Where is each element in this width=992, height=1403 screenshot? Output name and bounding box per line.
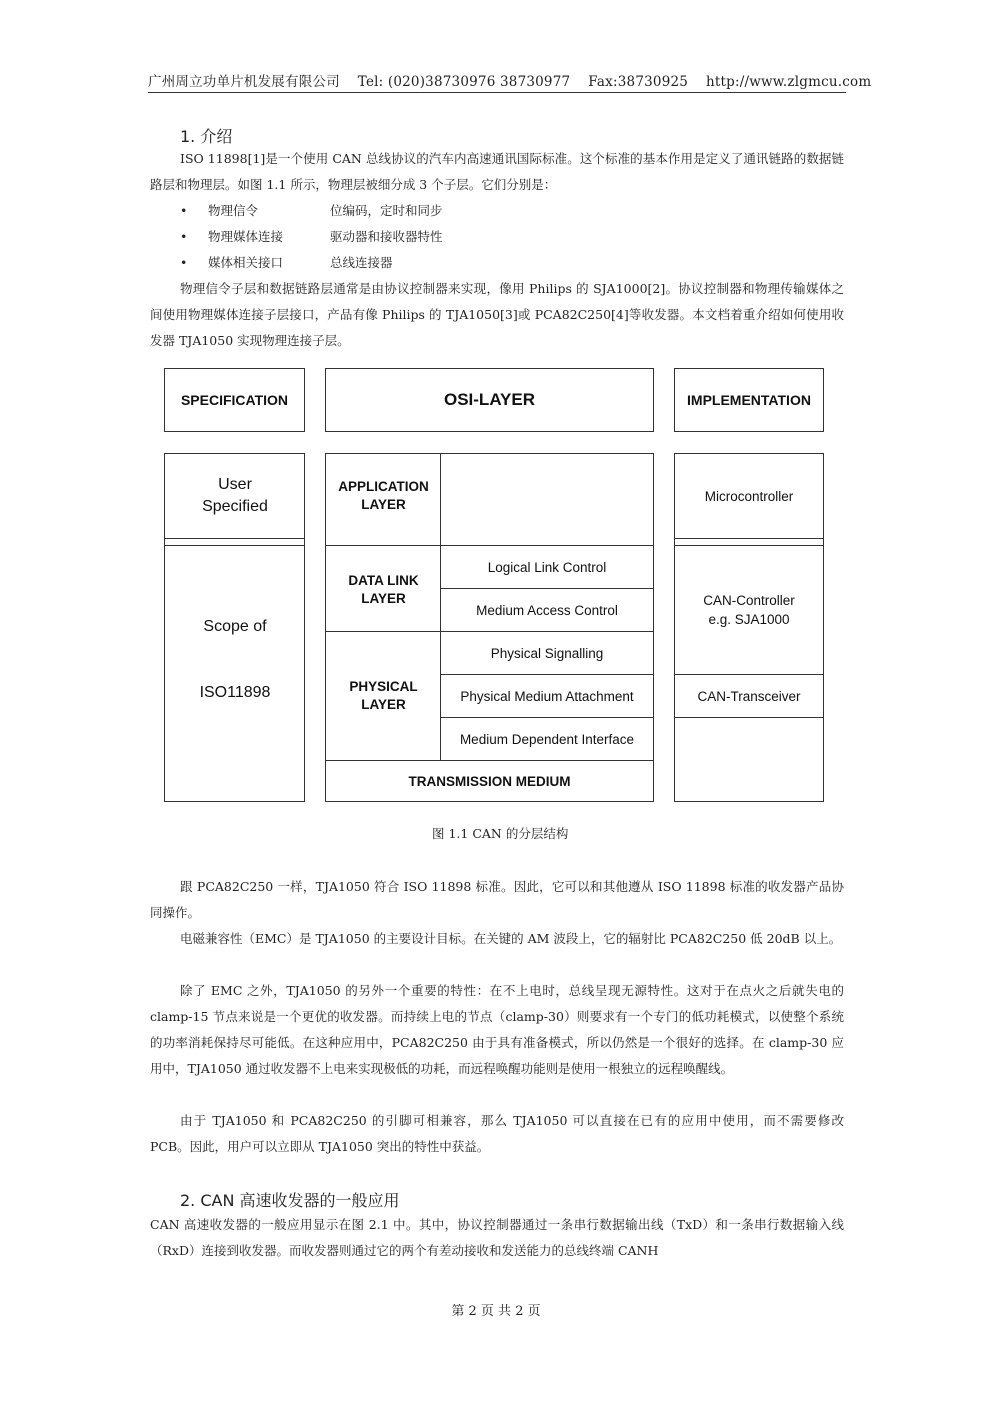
- transmission-medium: TRANSMISSION MEDIUM: [408, 773, 571, 789]
- body-paragraph-4: 由于 TJA1050 和 PCA82C250 的引脚可相兼容，那么 TJA1050 可以直接在已有的应用中使用，而不需要修改 PCB。因此，用户可以立即从 TJA1050 突出的特性中获益。: [150, 1113, 844, 1154]
- bullet-term: 媒体相关接口: [208, 255, 284, 270]
- section2-text: CAN 高速收发器的一般应用显示在图 2.1 中。其中，协议控制器通过一条串行数据输出线（TxD）和一条串行数据输入线（RxD）连接到收发器。而收发器则通过它的两个有差动接收和发送能力的总线终端 CANH: [150, 1217, 844, 1258]
- application-layer: APPLICATION LAYER: [338, 478, 429, 512]
- bullet-item: [180, 198, 443, 224]
- bullet-term: 物理信令: [208, 203, 259, 218]
- section1-after: 物理信令子层和数据链路层通常是由协议控制器来实现，像用 Philips 的 SJA1000[2]。协议控制器和物理传输媒体之间使用物理媒体连接子层接口，产品有像 Philips 的 TJA1050[3]或 PCA82C250[4]等收发器。本文档着重介绍如何使用收发器 TJA1050 实现物理连接子层。: [150, 281, 844, 348]
- header-tel: Tel: (020)38730976 38730977: [357, 74, 571, 90]
- spec-title: SPECIFICATION: [180, 392, 289, 408]
- body-paragraph-2: 电磁兼容性（EMC）是 TJA1050 的主要设计目标。在关键的 AM 波段上，它的辐射比 PCA82C250 低 20dB 以上。: [180, 931, 842, 946]
- section2-heading: 2. CAN 高速收发器的一般应用: [180, 1191, 400, 1210]
- bullet-dot: •: [180, 255, 188, 270]
- physical-signalling: Physical Signalling: [490, 645, 604, 661]
- bullet-dot: •: [180, 203, 188, 218]
- header-url[interactable]: http://www.zlgmcu.com: [706, 74, 872, 90]
- scope-of: Scope of: [203, 618, 267, 635]
- osi-column: [325, 453, 654, 802]
- bullet-term: 物理媒体连接: [208, 229, 284, 244]
- section1-intro: ISO 11898[1]是一个使用 CAN 总线协议的汽车内高速通讯国际标准。这个标准的基本作用是定义了通讯链路的数据链路层和物理层。如图 1.1 所示，物理层被细分成 3 个子层。它们分别是：: [150, 151, 844, 192]
- body-paragraph-3: 除了 EMC 之外，TJA1050 的另外一个重要的特性：在不上电时，总线呈现无源特性。这对于在点火之后就失电的 clamp-15 节点来说是一个更优的收发器。而持续上电的节点（clamp-30）则要求有一个专门的低功耗模式，以使整个系统的功率消耗保持尽可能低。在这种应用中，PCA82C250 由于具有准备模式，所以仍然是一个很好的选择。在 clamp-30 应用中，TJA1050 通过收发器不上电来实现极低的功耗，而远程唤醒功能则是使用一根独立的远程唤醒线。: [150, 983, 844, 1076]
- bullet-desc: 总线连接器: [330, 255, 393, 270]
- header-company: 广州周立功单片机发展有限公司: [148, 74, 340, 90]
- physical-medium-attachment: Physical Medium Attachment: [460, 688, 634, 704]
- bullet-desc: 位编码，定时和同步: [330, 203, 443, 218]
- header-rule: [148, 92, 846, 93]
- can-controller: CAN-Controller: [703, 592, 795, 608]
- microcontroller: Microcontroller: [704, 488, 794, 504]
- logical-link-control: Logical Link Control: [487, 559, 607, 575]
- bullet-item: [180, 224, 443, 250]
- osi-title: OSI-LAYER: [443, 390, 535, 409]
- spec-title-box: [164, 368, 305, 432]
- iso-label: ISO11898: [199, 684, 271, 701]
- can-controller-example: e.g. SJA1000: [708, 611, 790, 627]
- data-link-layer: DATA LINK LAYER: [348, 572, 419, 606]
- physical-layer: PHYSICAL LAYER: [349, 678, 418, 712]
- spec-column: [164, 453, 305, 802]
- medium-access-control: Medium Access Control: [476, 602, 618, 618]
- bullet-item: [180, 250, 393, 276]
- page-footer: 第 2 页 共 2 页: [451, 1304, 541, 1319]
- body-paragraph-1: 跟 PCA82C250 一样，TJA1050 符合 ISO 11898 标准。因此，它可以和其他遵从 ISO 11898 标准的收发器产品协同操作。: [150, 879, 844, 920]
- medium-dependent-interface: Medium Dependent Interface: [459, 731, 635, 747]
- figure-caption: 图 1.1 CAN 的分层结构: [432, 826, 569, 841]
- osi-title-box: [325, 368, 654, 432]
- impl-title-box: [674, 368, 824, 432]
- impl-column: [674, 453, 824, 802]
- bullet-desc: 驱动器和接收器特性: [330, 229, 443, 244]
- bullet-dot: •: [180, 229, 188, 244]
- user-specified: User Specified: [202, 476, 268, 515]
- page-header: [148, 70, 872, 90]
- section1-heading: 1. 介绍: [180, 127, 233, 146]
- impl-title: IMPLEMENTATION: [687, 392, 811, 408]
- can-transceiver: CAN-Transceiver: [697, 688, 801, 704]
- header-fax: Fax:38730925: [588, 74, 689, 90]
